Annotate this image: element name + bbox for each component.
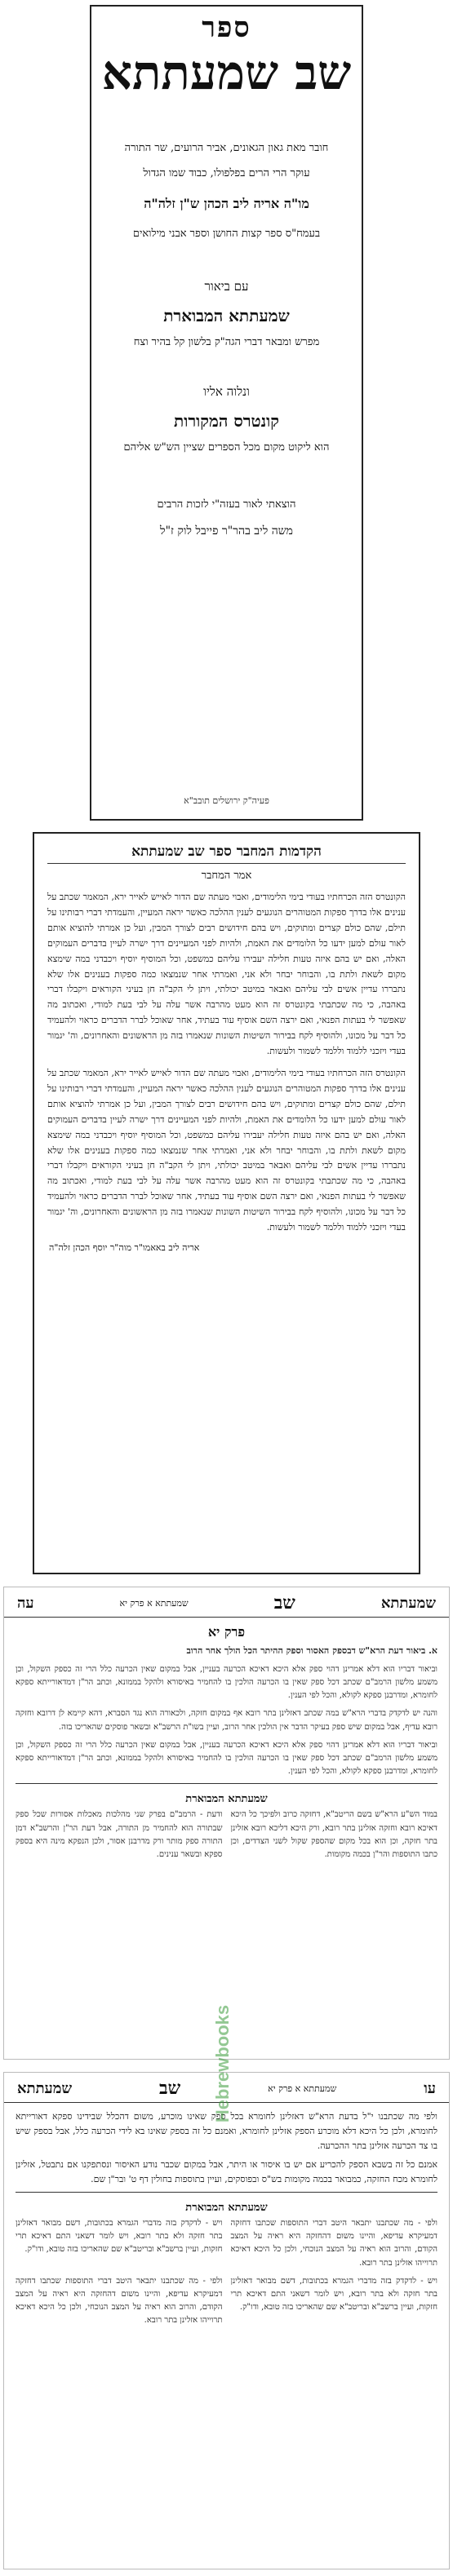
with-commentary-label: עם ביאור [204,278,249,294]
body-text-1-repeat: וביאור דבריו הוא דלא אמרינן דהוי ספק אלא היכא דאיכא הכרעה בעניין, אבל במקום שאין הכרעה כלל הרי זה כספק השקול, וכן משמע מלשון הרמב"ם שכתב דכל ספק שאין בו הכרעה הולכין בו להחמיר באיסורא ולהקל בממונא, וכתב הר"ן דמדאורייתא ספקא לחומרא, ומדרבנן ספקא לקולא, והכל לפי הענין. [16,1740,437,1777]
kuntres-title: קונטרס המקורות [174,410,279,431]
commentary-section-heading: שמעתתא המבוארת [185,1793,268,1806]
author-line-4: בעמח"ס ספר קצות החושן וספר אבני מילואים [132,227,321,240]
commentary-title: שמעתתא המבוארת [163,305,290,325]
commentary-desc: מפרש ומבאר דברי הגה"ק בלשון קל בהיר וצח [133,335,320,348]
intro-paragraph-repeat: הקונטרס הזה הכרחתיו בעודי בימי הלימודים, ואבוי מעתה שם הדור לאייש לאייר ירא, המאמר שכתב על ענינים אלו בדרך ספקות המטוהרים הנוגעים לענין ההלכה כאשר יראה המעיין, והעמדתי דברי רבותינו על תילם, שהם כולם קצרים ומתוקים, ויש בהם חידושים רבים לצורך המבין, ועל כן אמרתי להוציא אותם לאור עולם למען ידעו כל הלומדים את האמת, ולהיות לפני המעיינים דרך ישרה לעיין בדברים העמוקים האלה, ואם יש בהם איזה טעות חלילה יעבירו עליהם כמשפט, וכל המוסיף יוסיף ויכבדני במה שימצא מקום לשאת ולתת בו, והבוחר יבחר ולא אני, ואמרתי אחר שנמצאו כמה ספקות בענינים אלו שלא נתבררו עדיין אשים לבי עליהם ואבאר במיטב יכולתי, ויתן לי הקב"ה חן בעיני הקוראים ויקבלו דברי באהבה, כי מה שכתבתי בקונטרס זה הוא מעט מהרבה אשר עלה על לבי בעת למודי, ואכתוב מה שאפשר לי בעתות הפנאי, ואם ירצה השם אוסיף עוד בעתיד, אחר שאוכל לברר הדברים כראוי ולהעמיד כל דבר על מכונו, ולהוסיף לקח בבירור השיטות השונות שנאמרו בזה מן הראשונים והאחרונים, וה' יגמור בעדי ויזכני ללמוד וללמד לשמור ולעשות. [47,1067,406,1233]
header-page-number: עה [17,1594,34,1612]
watermark-text: Hebrewbooks [212,2004,233,2123]
publication-place: פעיה"ק ירושלים תובב"א [184,795,269,806]
commentary-columns [4,1808,449,1861]
commentary-section-heading: שמעתתא המבוארת [185,2202,268,2215]
divider [16,1783,437,1784]
author-line-2: עוקר הרי הרים בפלפולו, כבוד שמו הגדול [143,166,310,179]
publisher-line: הוצאתי לאור בעזה"י לזכות הרבים [157,498,296,511]
header-right: שמעתתא [17,2079,73,2097]
intro-paragraph: הקונטרס הזה הכרחתיו בעודי בימי הלימודים, ואבוי מעתה שם הדור לאייש לאייר ירא, המאמר שכתב על ענינים אלו בדרך ספקות המטוהרים הנוגעים לענין ההלכה כאשר יראה המעיין, והעמדתי דברי רבותינו על תילם, שהם כולם קצרים ומתוקים, ויש בהם חידושים רבים לצורך המבין, ועל כן אמרתי להוציא אותם לאור עולם למען ידעו כל הלומדים את האמת, ולהיות לפני המעיינים דרך ישרה לעיין בדברים העמוקים האלה, ואם יש בהם איזה טעות חלילה יעבירו עליהם כמשפט, וכל המוסיף יוסיף ויכבדני במה שימצא מקום לשאת ולתת בו, והבוחר יבחר ולא אני, ואמרתי אחר שנמצאו כמה ספקות בענינים אלו שלא נתבררו עדיין אשים לבי עליהם ואבאר במיטב יכולתי, ויתן לי הקב"ה חן בעיני הקוראים ויקבלו דברי באהבה, כי מה שכתבתי בקונטרס זה הוא מעט מהרבה אשר עלה על לבי בעת למודי, ואכתוב מה שאפשר לי בעתות הפנאי, ואם ירצה השם אוסיף עוד בעתיד, אחר שאוכל לברר הדברים כראוי ולהעמיד כל דבר על מכונו, ולהוסיף לקח בבירור השיטות השונות שנאמרו בזה מן הראשונים והאחרונים, וה' יגמור בעדי ויזכני ללמוד וללמד לשמור ולעשות. [47,892,406,1057]
author-line-3: מו"ה אריה ליב הכהן ש"ן זלה"ה [144,196,309,212]
commentary-columns-2 [4,2275,449,2328]
intro-subheading: אמר המחבר [201,870,252,882]
book-title: שב שמעתתא [101,45,352,100]
body-text-2: והנה יש לדקדק בדברי הרא"ש במה שכתב דאזלינן בתר רובא אף במקום חזקה, ולכאורה הוא נגד הסברא, דהא קיימא לן דרובא וחזקה רובא עדיף, אבל במקום שיש ספק בעיקר הדבר אין הולכין אחר הרוב, ועיין בשו"ת הרשב"א ובשאר פוסקים שהאריכו בזה. [16,1709,437,1732]
header-running: שמעתתא א פרק יא [119,1597,189,1609]
page-header [4,2073,449,2103]
title-page [90,5,363,821]
commentary-col-d: ולפי - מה שכתבנו יתבאר היטב דברי התוספות שכתבו דחזקה דמעיקרא עדיפא, והיינו משום דהחזקה היא ראיה על המצב הקודם, והרוב הוא ראיה על המצב הנוכחי, ולכן כל היכא דאיכא תרוייהו אזלינן בתר רובא. [16,2276,223,2326]
intro-signature: אריה ליב באאמו"ר מוה"ר יוסף הכהן זלה"ה [49,1242,200,1253]
header-running: שמעתתא א פרק יא [268,2082,337,2094]
added-label: ונלוה אליו [203,383,250,399]
section-heading: א. ביאור דעת הרא"ש דבספק האסור וספק ההיתר הכל הולך אחר הרוב [186,1645,437,1656]
commentary-col-c: ויש - לדקדק בזה מדברי הגמרא בכתובות, דשם מבואר דאזלינן בתר חזקה ולא בתר רובא, ויש לומר דשאני התם דאיכא תרי חזקות, ועיין ברשב"א ובריטב"א שם שהאריכו בזה טובא, ודו"ק. [230,2276,437,2313]
intro-heading: הקדמות המחבר ספר שב שמעתתא [131,843,322,860]
body-intro: ולפי מה שכתבנו י"ל בדעת הרא"ש דאזלינן לחומרא בכל ספק שאינו מוכרע, משום דהכלל שבידינו ספקא דאורייתא לחומרא, ולכן כל היכא דלא מוכרע הספק אזלינן לחומרא, ואמנם כל זה בספק שאינו בא לידי הכרעה כלל, אבל בספק שיש בו צד הכרעה אזלינן בתר ההכרעה. [16,2111,437,2151]
header-page-number: עו [424,2079,436,2097]
title-page-sefer: ספר [202,11,251,44]
header-center: שב [159,2078,181,2099]
chapter-heading: פרק יא [207,1624,246,1640]
commentary-columns [4,2217,449,2270]
commentary-col-a: ולפי - מה שכתבנו יתבאר היטב דברי התוספות שכתבו דחזקה דמעיקרא עדיפא, והיינו משום דהחזקה היא ראיה על המצב הקודם, והרוב הוא ראיה על המצב הנוכחי, ולכן כל היכא דאיכא תרוייהו אזלינן בתר רובא. [230,2219,437,2268]
author-line-1: חובר מאת גאון הגאונים, אביר הרועים, שר התורה [124,141,329,154]
intro-page [33,832,420,1574]
divider [16,2192,437,2193]
body-text-1: וביאור דבריו הוא דלא אמרינן דהוי ספק אלא היכא דאיכא הכרעה בעניין, אבל במקום שאין הכרעה כלל הרי זה כספק השקול, וכן משמע מלשון הרמב"ם שכתב דכל ספק שאין בו הכרעה הולכין בו להחמיר באיסורא ולהקל בממונא, וכתב הר"ן דמדאורייתא ספקא לחומרא, ומדרבנן ספקא לקולא, והכל לפי הענין. [16,1664,437,1701]
body-amnam: אמנם כל זה בשבא הספק להכריע אם יש בו איסור או היתר, אבל במקום שכבר נודע האיסור ונסתפקנו אם נתבטל, אזלינן לחומרא מכח החזקה, כמבואר בכמה מקומות בש"ס ובפוסקים, ועיין בתוספות בחולין דף ט' ובר"ן שם. [16,2159,437,2185]
page-header [4,1587,449,1618]
publisher-name: משה ליב בהר"ר פייבל לוק ז"ל [160,524,293,538]
header-center: שב [273,1592,295,1613]
book-page-1 [3,1587,450,2060]
book-page-2 [3,2072,450,2569]
commentary-col-a: במוד הש"ע הרא"ש בשם הריטב"א, דחזקה כרוב ולפיכך כל היכא דאיכא רובא וחזקה אזלינן בתר רובא, ורק היכא דליכא רובא אזלינן בתר חזקה, וכן הוא בכל מקום שהספק שקול לשני הצדדים, וכן כתבו התוספות והר"ן בכמה מקומות. [230,1810,437,1859]
header-right: שמעתתא [380,1594,436,1612]
commentary-col-b: ודעת - הרמב"ם בפרק שני מהלכות מאכלות אסורות שכל ספק שבתורה הוא להחמיר מן התורה, אבל דעת הר"ן והרשב"א דמן התורה ספק מותר ורק מדרבנן אסור, ולכן הנפקא מינה היא בספק ספקא ובשאר ענינים. [16,1810,223,1859]
commentary-col-b: ויש - לדקדק בזה מדברי הגמרא בכתובות, דשם מבואר דאזלינן בתר חזקה ולא בתר רובא, ויש לומר דשאני התם דאיכא תרי חזקות, ועיין ברשב"א ובריטב"א שם שהאריכו בזה טובא, ודו"ק. [16,2219,223,2255]
kuntres-desc: הוא ליקוט מקום מכל הספרים שציין הש"ש אליהם [123,440,330,454]
